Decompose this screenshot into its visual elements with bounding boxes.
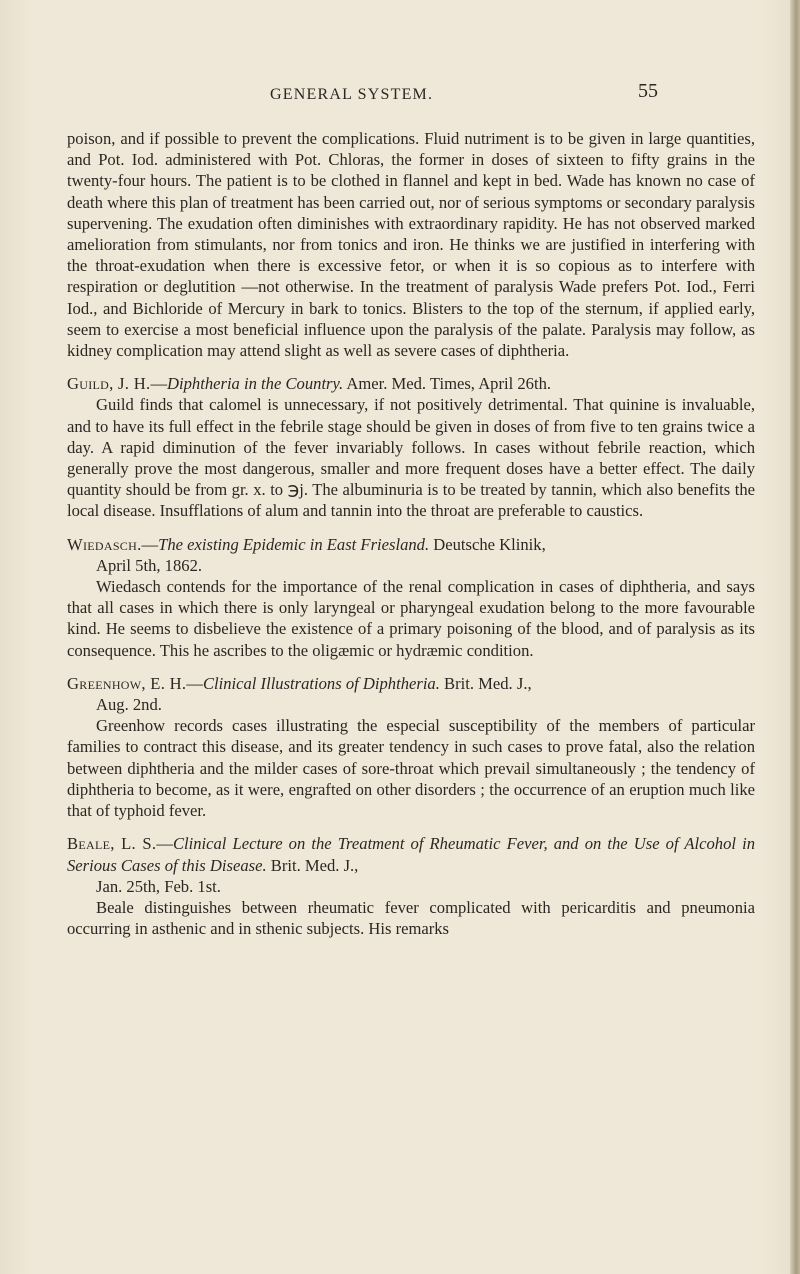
bibliography-entry (67, 534, 755, 661)
entry-source: Brit. Med. J., (444, 673, 532, 693)
entry-title: The existing Epidemic in East Friesland. (158, 534, 430, 554)
entry-author: Beale, L. S. (67, 834, 157, 854)
entry-author: Wiedasch. (67, 534, 142, 554)
page-body (67, 128, 755, 939)
entry-summary: Greenhow records cases illustrating the especial susceptibility of the members of particular families to contract this disease, and its greater tendency in such cases to prove fatal, also the relation between diphtheria and the milder cases of sore-throat which prevail simultaneously ; the tendency of diphtheria to become, as it were, engrafted on other disorders ; the occurrence of an eruption much like that of typhoid fever. (67, 716, 755, 821)
running-header (0, 80, 800, 110)
entry-citation: Guild, J. H.—Diphtheria in the Country. Amer. Med. Times, April 26th. (67, 374, 552, 394)
entry-summary: Guild finds that calomel is unnecessary, if not positively detrimental. That quinine is invaluable, and to have its full effect in the febrile stage should be given in doses of from five to ten grains twice a day. A rapid diminution of the fever invariably follows. In cases without febrile reaction, which generally prove the most dangerous, smaller and more frequent doses have a better effect. The daily quantity should be from gr. x. to ℈j. The albuminuria is to be treated by tannin, which also benefits the local disease. Insufflations of alum and tannin into the throat are preferable to caustics. (67, 395, 755, 521)
entry-source: Amer. Med. Times, April 26th. (346, 374, 552, 394)
bibliography-entry (67, 373, 755, 521)
entry-source-continued: Jan. 25th, Feb. 1st. (96, 876, 221, 896)
entry-source-continued: Aug. 2nd. (96, 695, 162, 715)
entry-source: Deutsche Klinik, (433, 534, 546, 554)
page-edge (790, 0, 800, 1274)
entry-summary: Beale distinguishes between rheumatic fever complicated with pericarditis and pneumonia occurring in asthenic and in sthenic subjects. His remarks (67, 897, 755, 939)
entry-title: Clinical Lecture on the Treatment of Rheumatic Fever, and on the Use of Alcohol in Serious Cases of this Disease. (67, 834, 755, 875)
entry-summary: Wiedasch contends for the importance of the renal complication in cases of diphtheria, and says that all cases in which there is only laryngeal or pharyngeal exudation belong to the more favourable kind. He seems to disbelieve the existence of a primary poisoning of the blood, and of paralysis as its consequence. This he ascribes to the oligæmic or hydræmic condition. (67, 577, 755, 660)
page-number: 55 (638, 80, 658, 102)
entry-citation: Beale, L. S.—Clinical Lecture on the Treatment of Rheumatic Fever, and on the Use of Alcohol in Serious Cases of this Disease. Brit. Med. J., Jan. 25th, Feb. 1st. (67, 834, 755, 896)
entry-title: Diphtheria in the Country. (167, 374, 344, 394)
continued-paragraph: poison, and if possible to prevent the complications. Fluid nutriment is to be given in large quantities, and Pot. Iod. administered with Pot. Chloras, the former in doses of sixteen to fifty grains in the twenty-four hours. The patient is to be clothed in flannel and kept in bed. Wade has known no case of death where this plan of treatment has been carried out, nor of serious symptoms or secondary paralysis supervening. The exudation often diminishes with extraordinary rapidity. He has not observed marked amelioration from stimulants, nor from tonics and iron. He thinks we are justified in interfering with the throat-exudation when there is excessive fetor, or when it is so copious as to interfere with respiration or deglutition —not otherwise. In the treatment of paralysis Wade prefers Pot. Iod., Ferri Iod., and Bichloride of Mercury in bark to tonics. Blisters to the top of the sternum, if applied early, seem to exercise a most beneficial influence upon the paralysis of the palate. Paralysis may follow, as kidney complication may attend slight as well as severe cases of diphtheria. (67, 129, 755, 361)
entry-source-continued: April 5th, 1862. (96, 555, 203, 575)
running-title: GENERAL SYSTEM. (270, 86, 434, 103)
bibliography-entry (67, 673, 755, 821)
entry-title: Clinical Illustrations of Diphtheria. (202, 673, 440, 693)
entry-citation: Greenhow, E. H.—Clinical Illustrations of Diphtheria. Brit. Med. J., Aug. 2nd. (67, 673, 755, 715)
bibliography-entry (67, 833, 755, 939)
entry-author: Guild, J. H. (67, 374, 151, 394)
entry-citation: Wiedasch.—The existing Epidemic in East Friesland. Deutsche Klinik, April 5th, 1862. (67, 534, 755, 576)
entry-author: Greenhow, E. H. (67, 673, 187, 693)
entry-source: Brit. Med. J., (270, 855, 359, 875)
